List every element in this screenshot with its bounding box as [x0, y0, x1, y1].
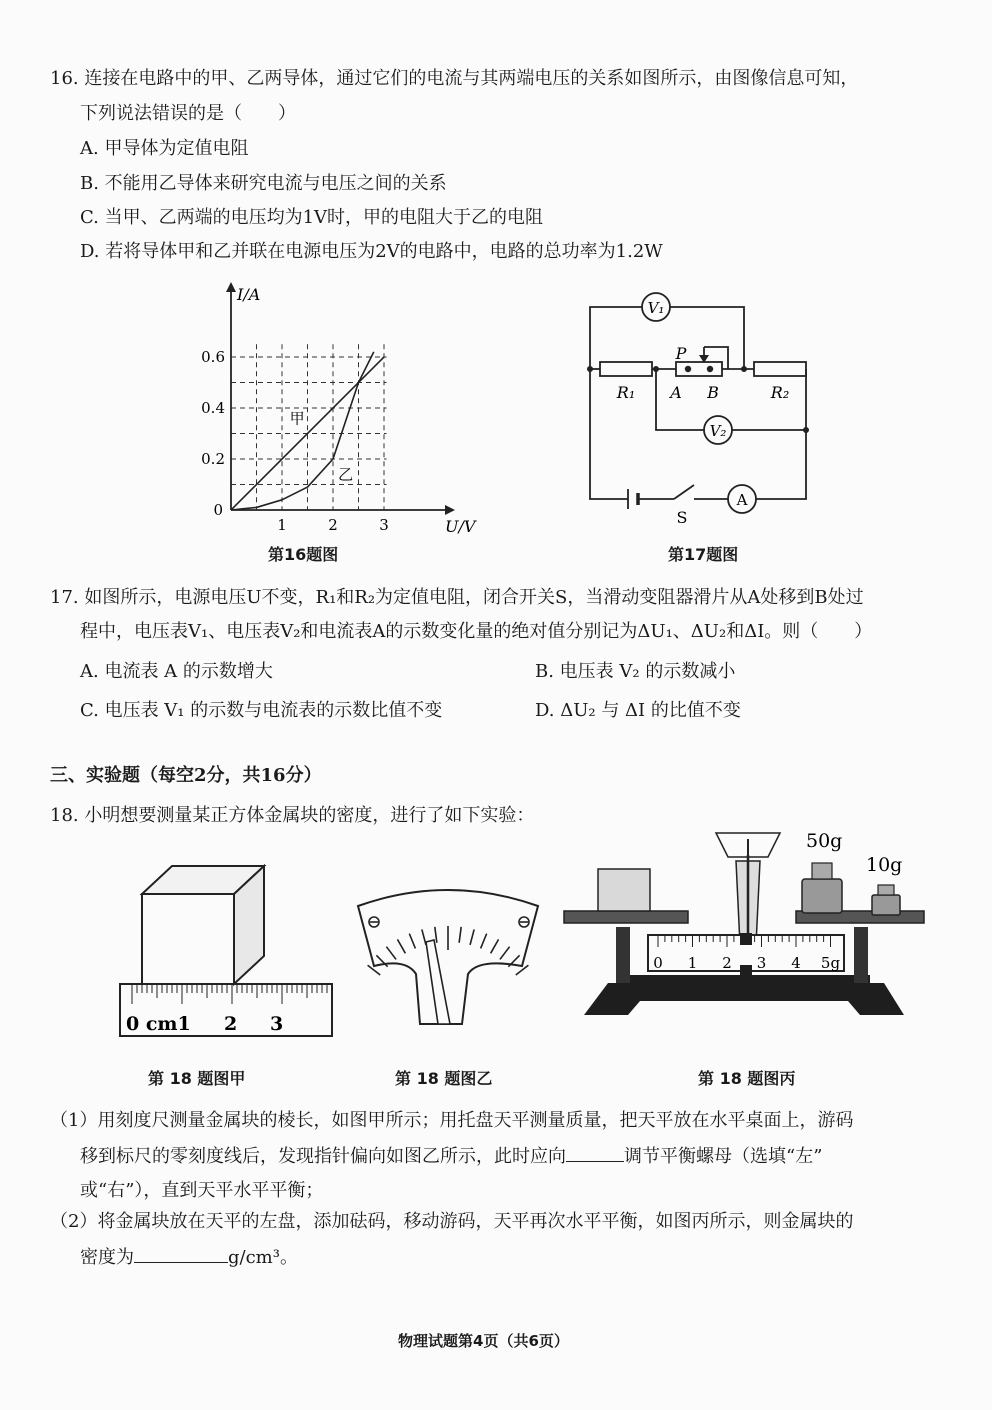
q18-caption-bing: 第 18 题图丙	[698, 1069, 796, 1088]
scale-plate	[358, 890, 538, 1024]
y-axis-arrow	[226, 282, 236, 292]
ruler-label-0: 0 cm1	[126, 1013, 191, 1035]
q18-caption-yi: 第 18 题图乙	[395, 1069, 493, 1088]
q18-sub2-line1: （2）将金属块放在天平的左盘，添加砝码，移动游码，天平再次水平平衡，如图丙所示，则金属块的	[50, 1211, 854, 1232]
q18-sub2-text-b: g/cm³。	[228, 1247, 298, 1268]
beam-scale-label: 2	[722, 954, 732, 972]
q18-answer-blank-1[interactable]	[566, 1145, 624, 1162]
beam-scale-label: 4	[791, 954, 801, 972]
switch-s	[674, 485, 694, 499]
label-ammeter: A	[736, 491, 748, 509]
page-footer: 物理试题第4页（共6页）	[398, 1332, 569, 1350]
series-jia-label: 甲	[289, 409, 305, 428]
rider-top	[740, 933, 752, 945]
metal-cube	[598, 869, 650, 911]
label-10g: 10g	[866, 854, 903, 876]
x-tick-label: 3	[379, 516, 389, 534]
q18-fig-cube-ruler	[110, 860, 350, 1040]
label-b: B	[707, 383, 719, 402]
q17-option-b: B. 电压表 V₂ 的示数减小	[535, 661, 736, 682]
label-r2: R₂	[770, 383, 790, 402]
x-tick-label: 2	[328, 516, 338, 534]
label-50g: 50g	[806, 830, 843, 852]
series-yi-label: 乙	[338, 465, 354, 484]
q18-sub1-line3: 或“右”），直到天平水平平衡；	[80, 1180, 324, 1201]
ruler-label-2: 2	[224, 1013, 238, 1035]
q17-stem-line2: 程中，电压表V₁、电压表V₂和电流表A的示数变化量的绝对值分别记为ΔU₁、ΔU₂和ΔI。则（ ）	[80, 621, 873, 642]
wire-top-left	[590, 307, 642, 369]
cube-front	[142, 894, 234, 984]
label-switch: S	[676, 508, 688, 527]
x-axis-arrow	[445, 505, 455, 515]
q16-figure-caption: 第16题图	[268, 545, 339, 564]
section3-heading: 三、实验题（每空2分，共16分）	[50, 765, 322, 786]
q18-sub1-line1: （1）用刻度尺测量金属块的棱长，如图甲所示；用托盘天平测量质量，把天平放在水平桌面上，游码	[50, 1110, 854, 1131]
y-tick-label: 0.6	[201, 348, 225, 366]
q18-fig-balance	[560, 825, 930, 1030]
label-p: P	[675, 344, 687, 363]
q18-sub1-text-a: 移到标尺的零刻度线后，发现指针偏向如图乙所示，此时应向	[80, 1146, 566, 1167]
q16-option-a: A. 甲导体为定值电阻	[80, 138, 249, 159]
weight-50g	[802, 879, 842, 913]
q16-option-d: D. 若将导体甲和乙并联在电源电压为2V的电路中，电路的总功率为1.2W	[80, 241, 663, 262]
q18-sub2-text-a: 密度为	[80, 1247, 134, 1268]
label-a: A	[670, 383, 682, 402]
beam-scale-label: 3	[756, 954, 767, 972]
y-tick-label: 0.4	[201, 399, 225, 417]
x-axis-label: U/V	[445, 517, 476, 536]
q18-sub2-line2	[80, 1246, 298, 1269]
beam-scale-label: 5g	[820, 954, 841, 972]
q16-stem-line1: 16. 连接在电路中的甲、乙两导体，通过它们的电流与其两端电压的关系如图所示，由图像信息可知，	[50, 68, 859, 89]
rider-bottom	[740, 965, 752, 977]
weight-10g	[872, 895, 900, 915]
q18-fig-pointer-scale	[350, 878, 550, 1028]
q17-option-a: A. 电流表 A 的示数增大	[80, 661, 273, 682]
x-tick-label: 1	[277, 516, 287, 534]
q16-stem-line2: 下列说法错误的是（ ）	[80, 103, 296, 124]
beam-scale-label: 1	[687, 954, 698, 972]
q18-caption-jia: 第 18 题图甲	[148, 1069, 246, 1088]
ruler-label-3: 3	[270, 1013, 284, 1035]
y-tick-label: 0.2	[201, 450, 225, 468]
label-r1: R₁	[616, 383, 636, 402]
q16-iv-chart	[195, 280, 476, 542]
balance-base	[584, 983, 904, 1015]
q18-sub1-line2	[80, 1145, 822, 1168]
q16-option-c: C. 当甲、乙两端的电压均为1V时，甲的电阻大于乙的电阻	[80, 207, 544, 228]
left-pan	[564, 911, 688, 923]
q18-stem: 18. 小明想要测量某正方体金属块的密度，进行了如下实验：	[50, 805, 535, 826]
q18-answer-blank-2[interactable]	[134, 1246, 228, 1263]
q18-sub1-text-b: 调节平衡螺母（选填“左”	[624, 1146, 823, 1167]
label-v2: V₂	[709, 422, 727, 440]
label-v1: V₁	[647, 299, 665, 317]
y-axis-label: I/A	[237, 285, 261, 304]
q17-figure-caption: 第17题图	[668, 545, 739, 564]
q17-option-c: C. 电压表 V₁ 的示数与电流表的示数比值不变	[80, 700, 443, 721]
q17-circuit-diagram	[578, 285, 818, 535]
series-yi-curve	[231, 352, 374, 510]
origin-label: 0	[213, 501, 223, 519]
rheostat-body	[676, 362, 722, 376]
resistor-r1	[600, 362, 652, 376]
q17-stem-line1: 17. 如图所示，电源电压U不变，R₁和R₂为定值电阻，闭合开关S，当滑动变阻器滑片从A处移到B处过	[50, 587, 864, 608]
resistor-r2	[754, 362, 806, 376]
q17-option-d: D. ΔU₂ 与 ΔI 的比值不变	[535, 700, 741, 721]
beam-scale-label: 0	[653, 954, 663, 972]
q16-option-b: B. 不能用乙导体来研究电流与电压之间的关系	[80, 173, 447, 194]
slider-wire	[704, 347, 728, 369]
